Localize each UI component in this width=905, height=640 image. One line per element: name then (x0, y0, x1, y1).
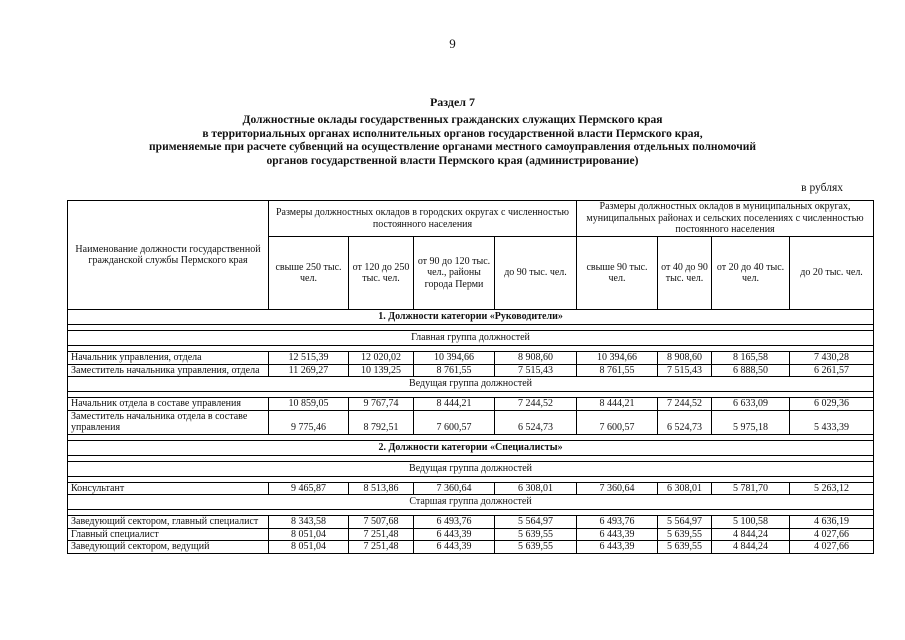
salary-cell: 6 443,39 (577, 541, 658, 554)
group-heading: Ведущая группа должностей (68, 461, 874, 476)
table-row (68, 528, 874, 541)
header-city-col: от 120 до 250 тыс. чел. (349, 237, 414, 310)
salary-cell: 8 761,55 (577, 364, 658, 377)
salary-cell: 6 888,50 (712, 364, 790, 377)
salary-cell: 7 360,64 (414, 482, 495, 495)
table-row (68, 410, 874, 434)
salary-table (67, 200, 874, 554)
table-row (68, 352, 874, 365)
salary-cell: 7 251,48 (349, 541, 414, 554)
salary-cell: 6 029,36 (790, 398, 874, 411)
salary-cell: 9 775,46 (269, 410, 349, 434)
salary-cell: 6 524,73 (658, 410, 712, 434)
category-heading: 1. Должности категории «Руководители» (68, 310, 874, 325)
salary-cell: 7 515,43 (495, 364, 577, 377)
salary-cell: 6 443,39 (414, 541, 495, 554)
salary-cell: 7 600,57 (414, 410, 495, 434)
table-row (68, 482, 874, 495)
salary-cell: 5 564,97 (658, 516, 712, 529)
position-name: Заведующий сектором, главный специалист (68, 516, 269, 529)
header-city-col: от 90 до 120 тыс. чел., районы города Перми (414, 237, 495, 310)
salary-cell: 9 767,74 (349, 398, 414, 411)
salary-cell: 7 251,48 (349, 528, 414, 541)
header-municipal-col: до 20 тыс. чел. (790, 237, 874, 310)
position-name: Начальник управления, отдела (68, 352, 269, 365)
salary-cell: 8 513,86 (349, 482, 414, 495)
salary-cell: 6 443,39 (577, 528, 658, 541)
salary-cell: 12 020,02 (349, 352, 414, 365)
salary-cell: 5 639,55 (495, 541, 577, 554)
salary-cell: 5 639,55 (658, 528, 712, 541)
salary-cell: 8 792,51 (349, 410, 414, 434)
title-line: Должностные оклады государственных гражданских служащих Пермского края (242, 114, 663, 126)
salary-cell: 6 443,39 (414, 528, 495, 541)
salary-cell: 6 524,73 (495, 410, 577, 434)
salary-cell: 7 507,68 (349, 516, 414, 529)
salary-cell: 8 051,04 (269, 541, 349, 554)
page-number: 9 (449, 36, 456, 51)
salary-cell: 7 360,64 (577, 482, 658, 495)
salary-cell: 11 269,27 (269, 364, 349, 377)
header-municipal-col: от 40 до 90 тыс. чел. (658, 237, 712, 310)
salary-cell: 7 515,43 (658, 364, 712, 377)
table-row (68, 541, 874, 554)
header-municipal-col: свыше 90 тыс. чел. (577, 237, 658, 310)
salary-cell: 4 844,24 (712, 541, 790, 554)
salary-cell: 6 493,76 (414, 516, 495, 529)
section-heading: Раздел 7 (429, 95, 476, 109)
salary-cell: 8 051,04 (269, 528, 349, 541)
header-city-col: до 90 тыс. чел. (495, 237, 577, 310)
title-line: в территориальных органах исполнительных органов государственной власти Пермского края, (202, 127, 703, 140)
header-municipal-group: Размеры должностных окладов в муниципальных округах, муниципальных районах и сельских поселениях с численностью постоянного населения (577, 201, 874, 237)
salary-cell: 10 859,05 (269, 398, 349, 411)
header-city-col: свыше 250 тыс. чел. (269, 237, 349, 310)
position-name: Начальник отдела в составе управления (68, 398, 269, 411)
title-line: применяемые при расчете субвенций на осуществление органами местного самоуправления отдельных полномочий (149, 141, 756, 153)
position-name: Главный специалист (68, 528, 269, 541)
salary-cell: 8 908,60 (658, 352, 712, 365)
header-city-group: Размеры должностных окладов в городских округах с численностью постоянного населения (269, 201, 577, 237)
salary-cell: 5 781,70 (712, 482, 790, 495)
salary-cell: 6 493,76 (577, 516, 658, 529)
salary-cell: 6 261,57 (790, 364, 874, 377)
salary-cell: 5 564,97 (495, 516, 577, 529)
salary-cell: 5 263,12 (790, 482, 874, 495)
salary-cell: 12 515,39 (269, 352, 349, 365)
table-row (68, 516, 874, 529)
salary-cell: 5 639,55 (658, 541, 712, 554)
salary-cell: 4 027,66 (790, 541, 874, 554)
salary-cell: 5 639,55 (495, 528, 577, 541)
header-municipal-col: от 20 до 40 тыс. чел. (712, 237, 790, 310)
category-heading: 2. Должности категории «Специалисты» (68, 440, 874, 455)
salary-cell: 5 975,18 (712, 410, 790, 434)
salary-cell: 8 908,60 (495, 352, 577, 365)
header-position-name: Наименование должности государственной гражданской службы Пермского края (68, 201, 269, 310)
group-heading: Главная группа должностей (68, 331, 874, 346)
salary-cell: 10 139,25 (349, 364, 414, 377)
group-heading: Ведущая группа должностей (68, 377, 874, 392)
salary-cell: 6 633,09 (712, 398, 790, 411)
salary-cell: 4 636,19 (790, 516, 874, 529)
salary-cell: 8 444,21 (577, 398, 658, 411)
salary-cell: 5 433,39 (790, 410, 874, 434)
position-name: Консультант (68, 482, 269, 495)
salary-cell: 4 027,66 (790, 528, 874, 541)
salary-cell: 7 430,28 (790, 352, 874, 365)
title-line: органов государственной власти Пермского края (администрирование) (266, 154, 639, 167)
position-name: Заместитель начальника отдела в составе управления (68, 410, 269, 434)
position-name: Заведующий сектором, ведущий (68, 541, 269, 554)
salary-cell: 8 761,55 (414, 364, 495, 377)
salary-cell: 7 600,57 (577, 410, 658, 434)
salary-cell: 8 343,58 (269, 516, 349, 529)
salary-cell: 8 444,21 (414, 398, 495, 411)
salary-cell: 10 394,66 (577, 352, 658, 365)
position-name: Заместитель начальника управления, отдела (68, 364, 269, 377)
group-heading: Старшая группа должностей (68, 495, 874, 510)
salary-cell: 7 244,52 (495, 398, 577, 411)
salary-cell: 5 100,58 (712, 516, 790, 529)
salary-cell: 9 465,87 (269, 482, 349, 495)
salary-cell: 7 244,52 (658, 398, 712, 411)
salary-cell: 10 394,66 (414, 352, 495, 365)
table-row (68, 364, 874, 377)
salary-cell: 6 308,01 (658, 482, 712, 495)
units-label: в рублях (801, 182, 843, 194)
table-row (68, 398, 874, 411)
salary-cell: 8 165,58 (712, 352, 790, 365)
salary-cell: 4 844,24 (712, 528, 790, 541)
document-title (0, 114, 905, 168)
salary-cell: 6 308,01 (495, 482, 577, 495)
